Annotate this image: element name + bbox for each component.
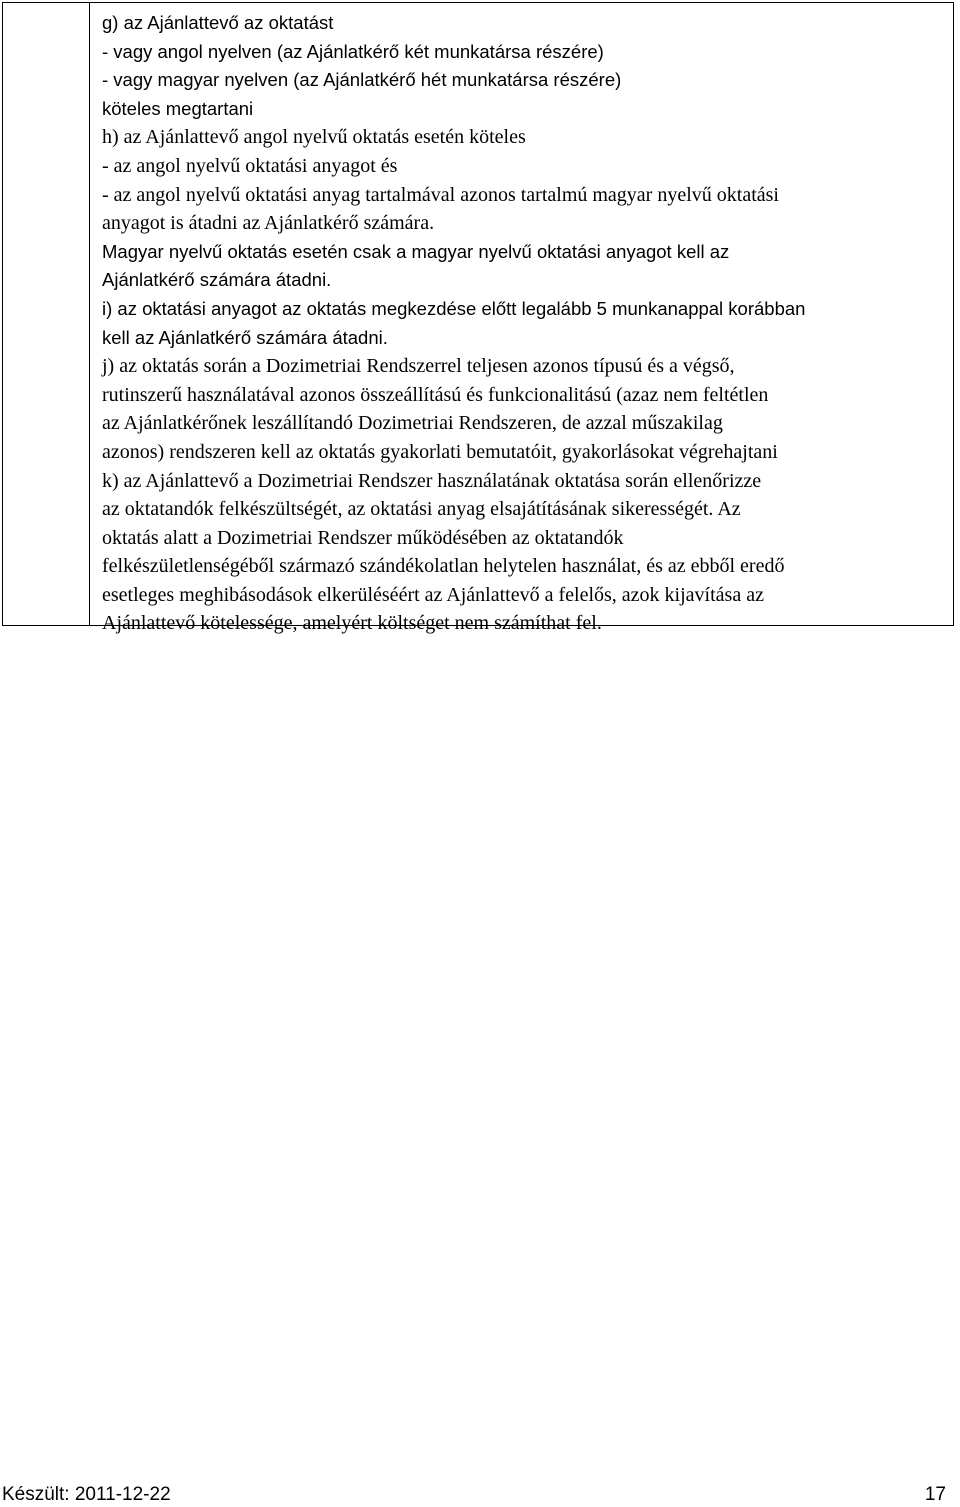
column-divider xyxy=(89,3,90,625)
text-line: Ajánlatkérő számára átadni. xyxy=(102,269,332,291)
requirements-cell xyxy=(102,9,947,638)
text-line: kell az Ajánlatkérő számára átadni. xyxy=(102,326,388,348)
text-line: g) az Ajánlattevő az oktatást xyxy=(102,12,334,33)
text-line: j) az oktatás során a Dozimetriai Rendszerrel teljesen azonos típusú és a végső, xyxy=(102,355,735,378)
text-line: - vagy magyar nyelven (az Ajánlatkérő hét munkatársa részére) xyxy=(102,69,622,91)
text-line: - az angol nyelvű oktatási anyag tartalmával azonos tartalmú magyar nyelvű oktatási xyxy=(102,183,779,206)
text-line: esetleges meghibásodások elkerüléséért az Ajánlattevő a felelős, azok kijavítása az xyxy=(102,583,764,606)
text-line: azonos) rendszeren kell az oktatás gyakorlati bemutatóit, gyakorlásokat végrehajtani xyxy=(102,440,778,463)
requirements-table xyxy=(2,2,954,635)
text-line: köteles megtartani xyxy=(102,97,254,119)
text-line: Ajánlattevő kötelessége, amelyért költséget nem számíthat fel. xyxy=(102,612,602,635)
text-line: az oktatandók felkészültségét, az oktatási anyag elsajátításának sikerességét. Az xyxy=(102,498,741,521)
footer-date: Készült: 2011-12-22 xyxy=(2,1484,171,1505)
text-line: rutinszerű használatával azonos összeállítású és funkcionalitású (azaz nem feltétlen xyxy=(102,383,769,406)
text-line: h) az Ajánlattevő angol nyelvű oktatás esetén köteles xyxy=(102,126,526,149)
text-line: anyagot is átadni az Ajánlatkérő számára. xyxy=(102,212,435,235)
page-number: 17 xyxy=(924,1484,946,1505)
text-line: i) az oktatási anyagot az oktatás megkezdése előtt legalább 5 munkanappal korábban xyxy=(102,297,806,319)
text-line: - vagy angol nyelven (az Ajánlatkérő két munkatársa részére) xyxy=(102,40,604,62)
text-line: - az angol nyelvű oktatási anyagot és xyxy=(102,154,398,177)
text-line: az Ajánlatkérőnek leszállítandó Dozimetriai Rendszeren, de azzal műszakilag xyxy=(102,412,723,435)
text-line: felkészületlenségéből származó szándékolatlan helytelen használat, és az ebből eredő xyxy=(102,555,785,578)
text-line: k) az Ajánlattevő a Dozimetriai Rendszer használatának oktatása során ellenőrizze xyxy=(102,469,762,492)
text-line: Magyar nyelvű oktatás esetén csak a magyar nyelvű oktatási anyagot kell az xyxy=(102,240,730,262)
text-line: oktatás alatt a Dozimetriai Rendszer működésében az oktatandók xyxy=(102,526,624,549)
